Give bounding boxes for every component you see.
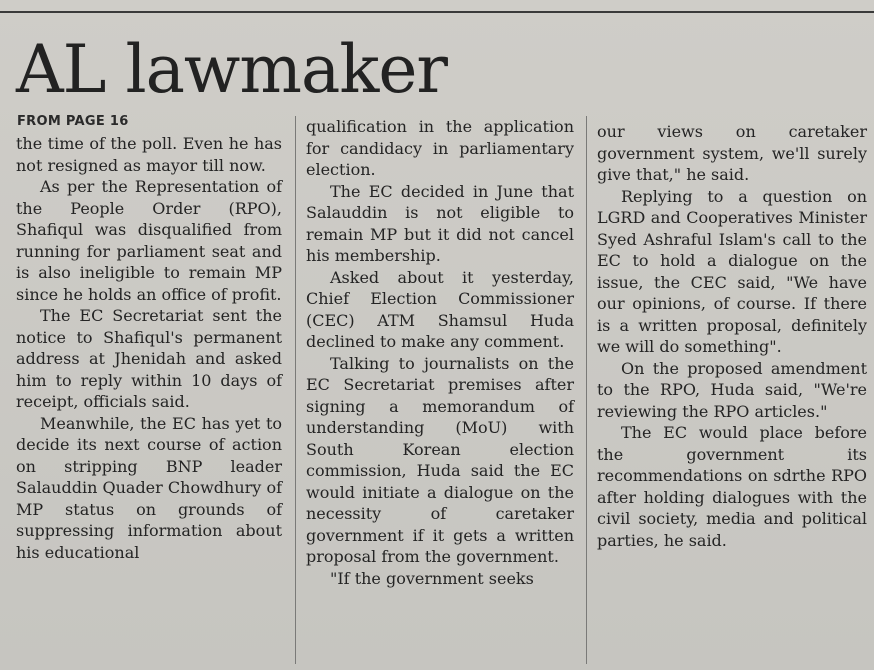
column-divider: [586, 116, 587, 664]
paragraph: The EC Secretariat sent the notice to Shafiqul's permanent address at Jhenidah and asked him to reply within 10 days of receipt, officials said.: [16, 306, 282, 411]
paragraph: the time of the poll. Even he has not resigned as mayor till now.: [16, 134, 282, 175]
paragraph: As per the Representation of the People Order (RPO), Shafiqul was disqualified from running for parliament seat and is also ineligible to remain MP since he holds an office of profit.: [16, 177, 282, 304]
headline: AL lawmaker: [16, 31, 447, 108]
paragraph: "If the government seeks: [330, 568, 534, 588]
paragraph: qualification in the application for candidacy in parliamentary election.: [306, 117, 574, 179]
paragraph: Meanwhile, the EC has yet to decide its next course of action on stripping BNP leader Salauddin Quader Chowdhury of MP status on grounds of suppressing information about his educational: [16, 413, 282, 562]
paragraph: The EC would place before the government its recommendations on sdrthe RPO after holding dialogues with the civil society, media and political parties, he said.: [597, 423, 867, 550]
paragraph: Talking to journalists on the EC Secretariat premises after signing a memorandum of understanding (MoU) with South Korean election commission, Huda said the EC would initiate a dialogue on the necessity of caretaker government if it gets a written proposal from the government.: [306, 353, 574, 566]
paragraph: Asked about it yesterday, Chief Election Commissioner (CEC) ATM Shamsul Huda declined to make any comment.: [306, 267, 574, 351]
top-rule: [0, 11, 874, 13]
article-column-3: [597, 121, 867, 551]
paragraph: our views on caretaker government system, we'll surely give that," he said.: [597, 122, 867, 184]
column-divider: [295, 116, 296, 664]
article-column-1: [16, 133, 282, 563]
article-column-2: [306, 116, 574, 589]
paragraph: On the proposed amendment to the RPO, Huda said, "We're reviewing the RPO articles.": [597, 358, 867, 421]
paragraph: Replying to a question on LGRD and Cooperatives Minister Syed Ashraful Islam's call to the EC to hold a dialogue on the issue, the CEC said, "We have our opinions, of course. If there is a written proposal, definitely we will do something".: [597, 186, 867, 356]
paragraph: The EC decided in June that Salauddin is not eligible to remain MP but it did not cancel his membership.: [306, 181, 574, 265]
jump-label: FROM PAGE 16: [17, 114, 129, 129]
